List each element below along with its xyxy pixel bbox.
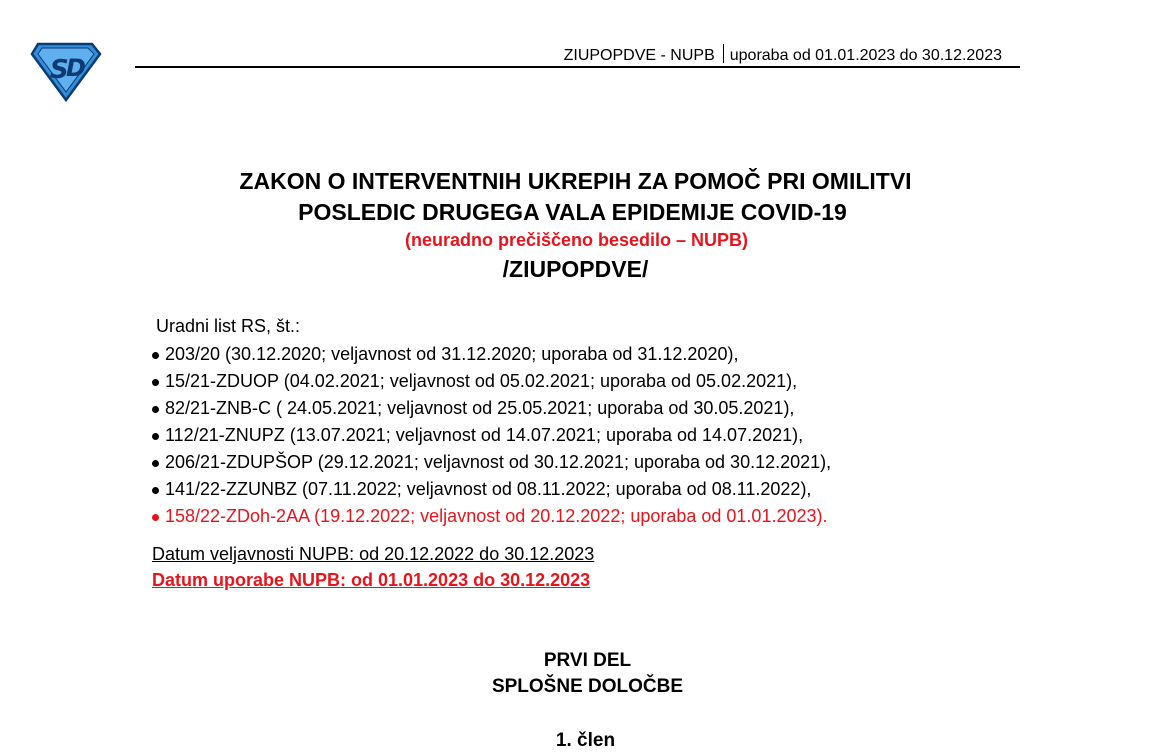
gazette-entry-text: 158/22-ZDoh-2AA (19.12.2022; veljavnost od 20.12.2022; uporaba od 01.01.2023). bbox=[165, 506, 828, 526]
bullet-icon bbox=[152, 460, 159, 467]
gazette-entry-latest bbox=[152, 503, 831, 530]
bullet-icon bbox=[152, 514, 159, 521]
gazette-entry bbox=[152, 422, 831, 449]
header-separator bbox=[723, 44, 724, 63]
gazette-entry bbox=[152, 395, 831, 422]
running-header bbox=[564, 44, 1002, 65]
header-rule bbox=[135, 66, 1020, 68]
bullet-icon bbox=[152, 487, 159, 494]
gazette-label: Uradni list RS, št.: bbox=[156, 316, 301, 336]
law-title-line-1: ZAKON O INTERVENTNIH UKREPIH ZA POMOČ PRI OMILITVI bbox=[239, 168, 912, 194]
svg-text:S: S bbox=[50, 55, 69, 85]
header-validity: uporaba od 01.01.2023 do 30.12.2023 bbox=[729, 47, 1002, 64]
law-title-line-2: POSLEDIC DRUGEGA VALA EPIDEMIJE COVID-19 bbox=[298, 199, 847, 225]
svg-text:D: D bbox=[66, 54, 86, 82]
part-number: PRVI DEL bbox=[543, 650, 632, 671]
law-subtitle: (neuradno prečiščeno besedilo – NUPB) bbox=[404, 230, 749, 250]
gazette-entry bbox=[152, 368, 831, 395]
bullet-icon bbox=[152, 433, 159, 440]
application-date: Datum uporabe NUPB: od 01.01.2023 do 30.12.2023 bbox=[152, 570, 591, 590]
sd-logo-icon bbox=[30, 40, 102, 102]
gazette-entry bbox=[152, 476, 831, 503]
gazette-entry bbox=[152, 449, 831, 476]
bullet-icon bbox=[152, 352, 159, 359]
part-name: SPLOŠNE DOLOČBE bbox=[491, 676, 684, 697]
law-abbreviation: /ZIUPOPDVE/ bbox=[502, 256, 649, 282]
gazette-entry bbox=[152, 341, 831, 368]
bullet-icon bbox=[152, 379, 159, 386]
bullet-icon bbox=[152, 406, 159, 413]
article-heading: 1. člen bbox=[555, 730, 616, 751]
gazette-entry-text: 203/20 (30.12.2020; veljavnost od 31.12.2020; uporaba od 31.12.2020), bbox=[165, 344, 739, 364]
gazette-entry-text: 15/21-ZDUOP (04.02.2021; veljavnost od 05.02.2021; uporaba od 05.02.2021), bbox=[165, 371, 798, 391]
gazette-entry-text: 141/22-ZZUNBZ (07.11.2022; veljavnost od 08.11.2022; uporaba od 08.11.2022), bbox=[165, 479, 812, 499]
validity-date: Datum veljavnosti NUPB: od 20.12.2022 do 30.12.2023 bbox=[152, 544, 595, 564]
gazette-entry-text: 112/21-ZNUPZ (13.07.2021; veljavnost od 14.07.2021; uporaba od 14.07.2021), bbox=[165, 425, 804, 445]
header-doc-code: ZIUPOPDVE - NUPB bbox=[563, 47, 715, 64]
gazette-list bbox=[152, 341, 831, 530]
gazette-entry-text: 206/21-ZDUPŠOP (29.12.2021; veljavnost od 30.12.2021; uporaba od 30.12.2021), bbox=[165, 452, 832, 472]
gazette-entry-text: 82/21-ZNB-C ( 24.05.2021; veljavnost od 25.05.2021; uporaba od 30.05.2021), bbox=[165, 398, 795, 418]
